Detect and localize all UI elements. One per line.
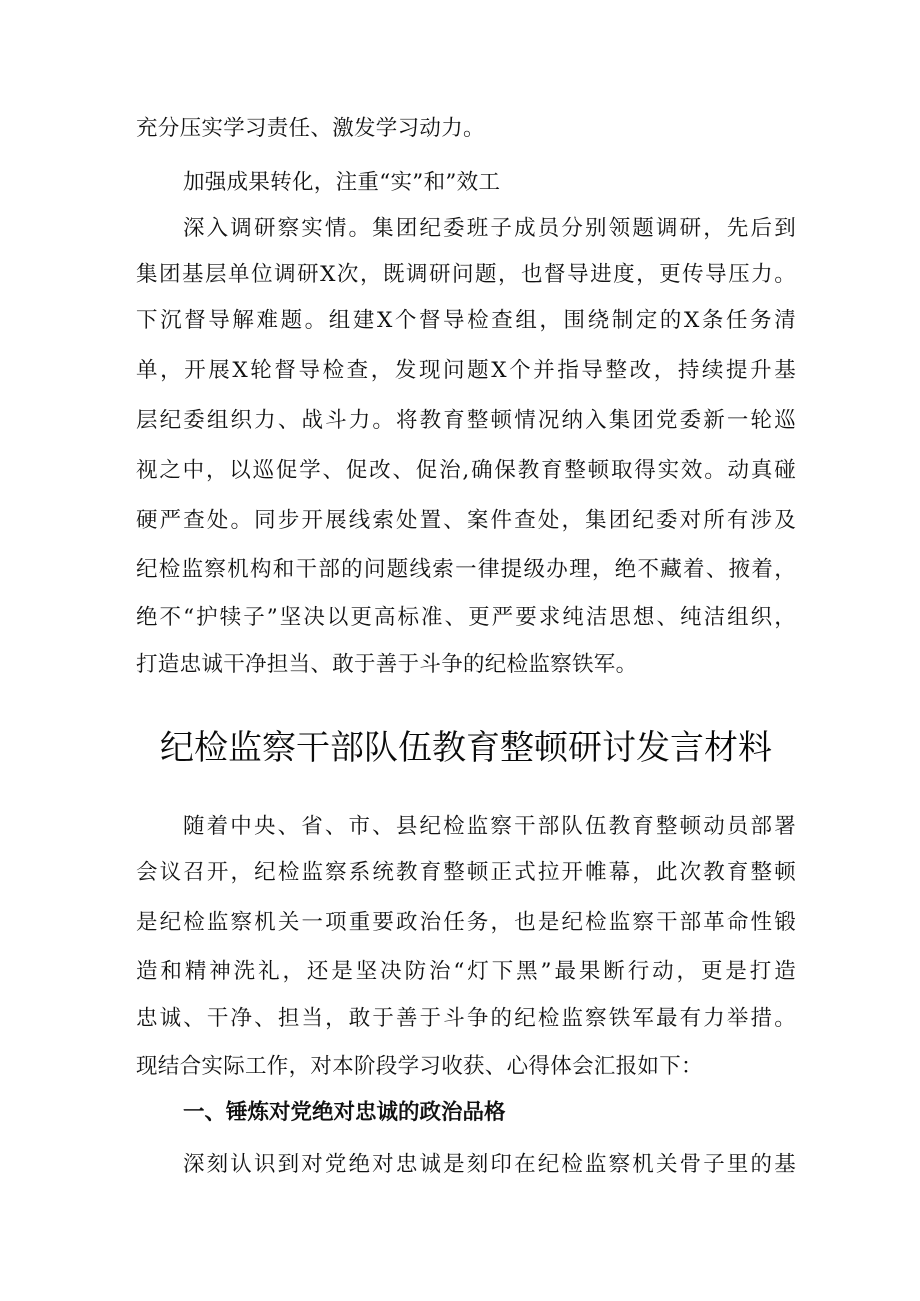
intro-line: 忠诚、干净、担当，敢于善于斗争的纪检监察铁军最有力举措。 bbox=[136, 1006, 796, 1031]
paragraph-line: 视之中，以巡促学、促改、促治,确保教育整顿取得实效。动真碰 bbox=[136, 458, 796, 483]
intro-line: 是纪检监察机关一项重要政治任务，也是纪检监察干部革命性锻 bbox=[136, 910, 796, 935]
paragraph-line: 绝不“护犊子”坚决以更高标准、更严要求纯洁思想、纯洁组织， bbox=[136, 605, 796, 630]
paragraph-tail-line: 充分压实学习责任、激发学习动力。 bbox=[136, 116, 485, 141]
paragraph-line: 单，开展X轮督导检查，发现问题X个并指导整改，持续提升基 bbox=[136, 358, 796, 383]
paragraph-line: 深入调研察实情。集团纪委班子成员分别领题调研，先后到 bbox=[183, 216, 796, 241]
section-paragraph-line: 深刻认识到对党绝对忠诚是刻印在纪检监察机关骨子里的基 bbox=[183, 1152, 796, 1177]
intro-line: 随着中央、省、市、县纪检监察干部队伍教育整顿动员部署 bbox=[183, 814, 796, 839]
paragraph-line: 纪检监察机构和干部的问题线索一律提级办理，绝不藏着、掖着， bbox=[136, 557, 796, 582]
intro-line: 造和精神洗礼，还是坚决防治“灯下黑”最果断行动，更是打造 bbox=[136, 959, 796, 984]
paragraph-line: 打造忠诚干净担当、敢于善于斗争的纪检监察铁军。 bbox=[136, 652, 638, 677]
section-heading: 一、锤炼对党绝对忠诚的政治品格 bbox=[183, 1100, 506, 1125]
paragraph-line: 硬严查处。同步开展线索处置、案件查处，集团纪委对所有涉及 bbox=[136, 508, 796, 533]
paragraph-line: 层纪委组织力、战斗力。将教育整顿情况纳入集团党委新一轮巡 bbox=[136, 408, 796, 433]
paragraph-line: 集团基层单位调研X次，既调研问题，也督导进度，更传导压力。 bbox=[136, 262, 796, 287]
subheading-results-transformation: 加强成果转化，注重“实”和”效工 bbox=[183, 170, 501, 195]
intro-line: 现结合实际工作，对本阶段学习收获、心得体会汇报如下： bbox=[136, 1054, 703, 1079]
document-title: 纪检监察干部队伍教育整顿研讨发言材料 bbox=[160, 728, 772, 768]
intro-line: 会议召开，纪检监察系统教育整顿正式拉开帷幕，此次教育整顿 bbox=[136, 860, 796, 885]
paragraph-line: 下沉督导解难题。组建X个督导检查组，围绕制定的X条任务清 bbox=[136, 308, 796, 333]
